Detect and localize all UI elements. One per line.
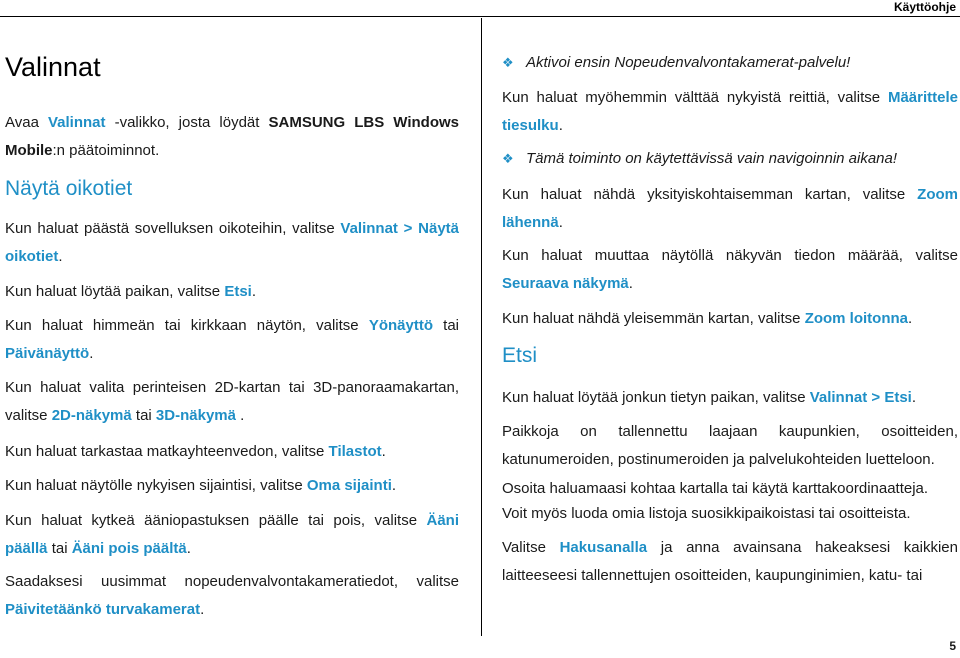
diamond-outline-icon: ❖ (502, 151, 514, 166)
note-navigation-only: ❖ Tämä toiminto on käytettävissä vain navigoinnin aikana! (502, 150, 898, 167)
paragraph-find-place: Kun haluat löytää paikan, valitse Etsi. (5, 283, 256, 300)
paragraph-next-view: Kun haluat muuttaa näytöllä näkyvän tiedon määrää, valitse Seuraava näkymä. (502, 247, 958, 292)
column-divider (481, 18, 482, 636)
paragraph-2d-3d: Kun haluat valita perinteisen 2D-kartan tai 3D-panoraamakartan, valitse 2D-näkymä tai 3D-näkymä . (5, 379, 459, 424)
section-heading-search: Etsi (502, 344, 538, 367)
paragraph-own-lists: Voit myös luoda omia listoja suosikkipaikoistasi tai osoitteista. (502, 505, 911, 522)
paragraph-voice: Kun haluat kytkeä ääniopastuksen päälle tai pois, valitse Ääni päällä tai Ääni pois päältä. (5, 512, 459, 557)
paragraph-my-location: Kun haluat näytölle nykyisen sijaintisi, valitse Oma sijainti. (5, 477, 397, 494)
intro-paragraph: Avaa Valinnat -valikko, josta löydät SAMSUNG LBS Windows Mobile:n päätoiminnot. (5, 114, 459, 159)
paragraph-shortcuts: Kun haluat päästä sovelluksen oikoteihin, valitse Valinnat > Näytä oikotiet. (5, 220, 459, 265)
header-label: Käyttöohje (893, 0, 956, 14)
note-activate-cameras: ❖ Aktivoi ensin Nopeudenvalvontakamerat-palvelu! (502, 54, 851, 71)
paragraph-stored-places: Paikkoja on tallennettu laajaan kaupunkien, osoitteiden, katunumeroiden, postinumeroiden ja palvelukohteiden luetteloon. (502, 423, 958, 468)
paragraph-roadblock: Kun haluat myöhemmin välttää nykyistä reittiä, valitse Määrittele tiesulku. (502, 89, 958, 134)
paragraph-map-coordinates: Osoita haluamaasi kohtaa kartalla tai käytä karttakoordinaatteja. (502, 480, 929, 497)
diamond-outline-icon: ❖ (502, 55, 514, 70)
paragraph-zoom-in: Kun haluat nähdä yksityiskohtaisemman kartan, valitse Zoom lähennä. (502, 186, 958, 231)
paragraph-night-day: Kun haluat himmeän tai kirkkaan näytön, valitse Yönäyttö tai Päivänäyttö. (5, 317, 460, 362)
header-divider (0, 16, 960, 17)
page-title: Valinnat (5, 52, 101, 82)
paragraph-safety-cameras: Saadaksesi uusimmat nopeudenvalvontakameratiedot, valitse Päivitetäänkö turvakamerat. (5, 573, 459, 618)
paragraph-search: Kun haluat löytää jonkun tietyn paikan, valitse Valinnat > Etsi. (502, 389, 916, 406)
section-heading-shortcuts: Näytä oikotiet (5, 177, 133, 200)
page-number: 5 (949, 639, 956, 653)
paragraph-zoom-out: Kun haluat nähdä yleisemmän kartan, valitse Zoom loitonna. (502, 310, 913, 327)
paragraph-keyword: Valitse Hakusanalla ja anna avainsana hakeaksesi kaikkien laitteeseesi tallennettujen osoitteiden, kaupunginimien, katu- tai (502, 539, 958, 584)
paragraph-statistics: Kun haluat tarkastaa matkayhteenvedon, valitse Tilastot. (5, 443, 386, 460)
